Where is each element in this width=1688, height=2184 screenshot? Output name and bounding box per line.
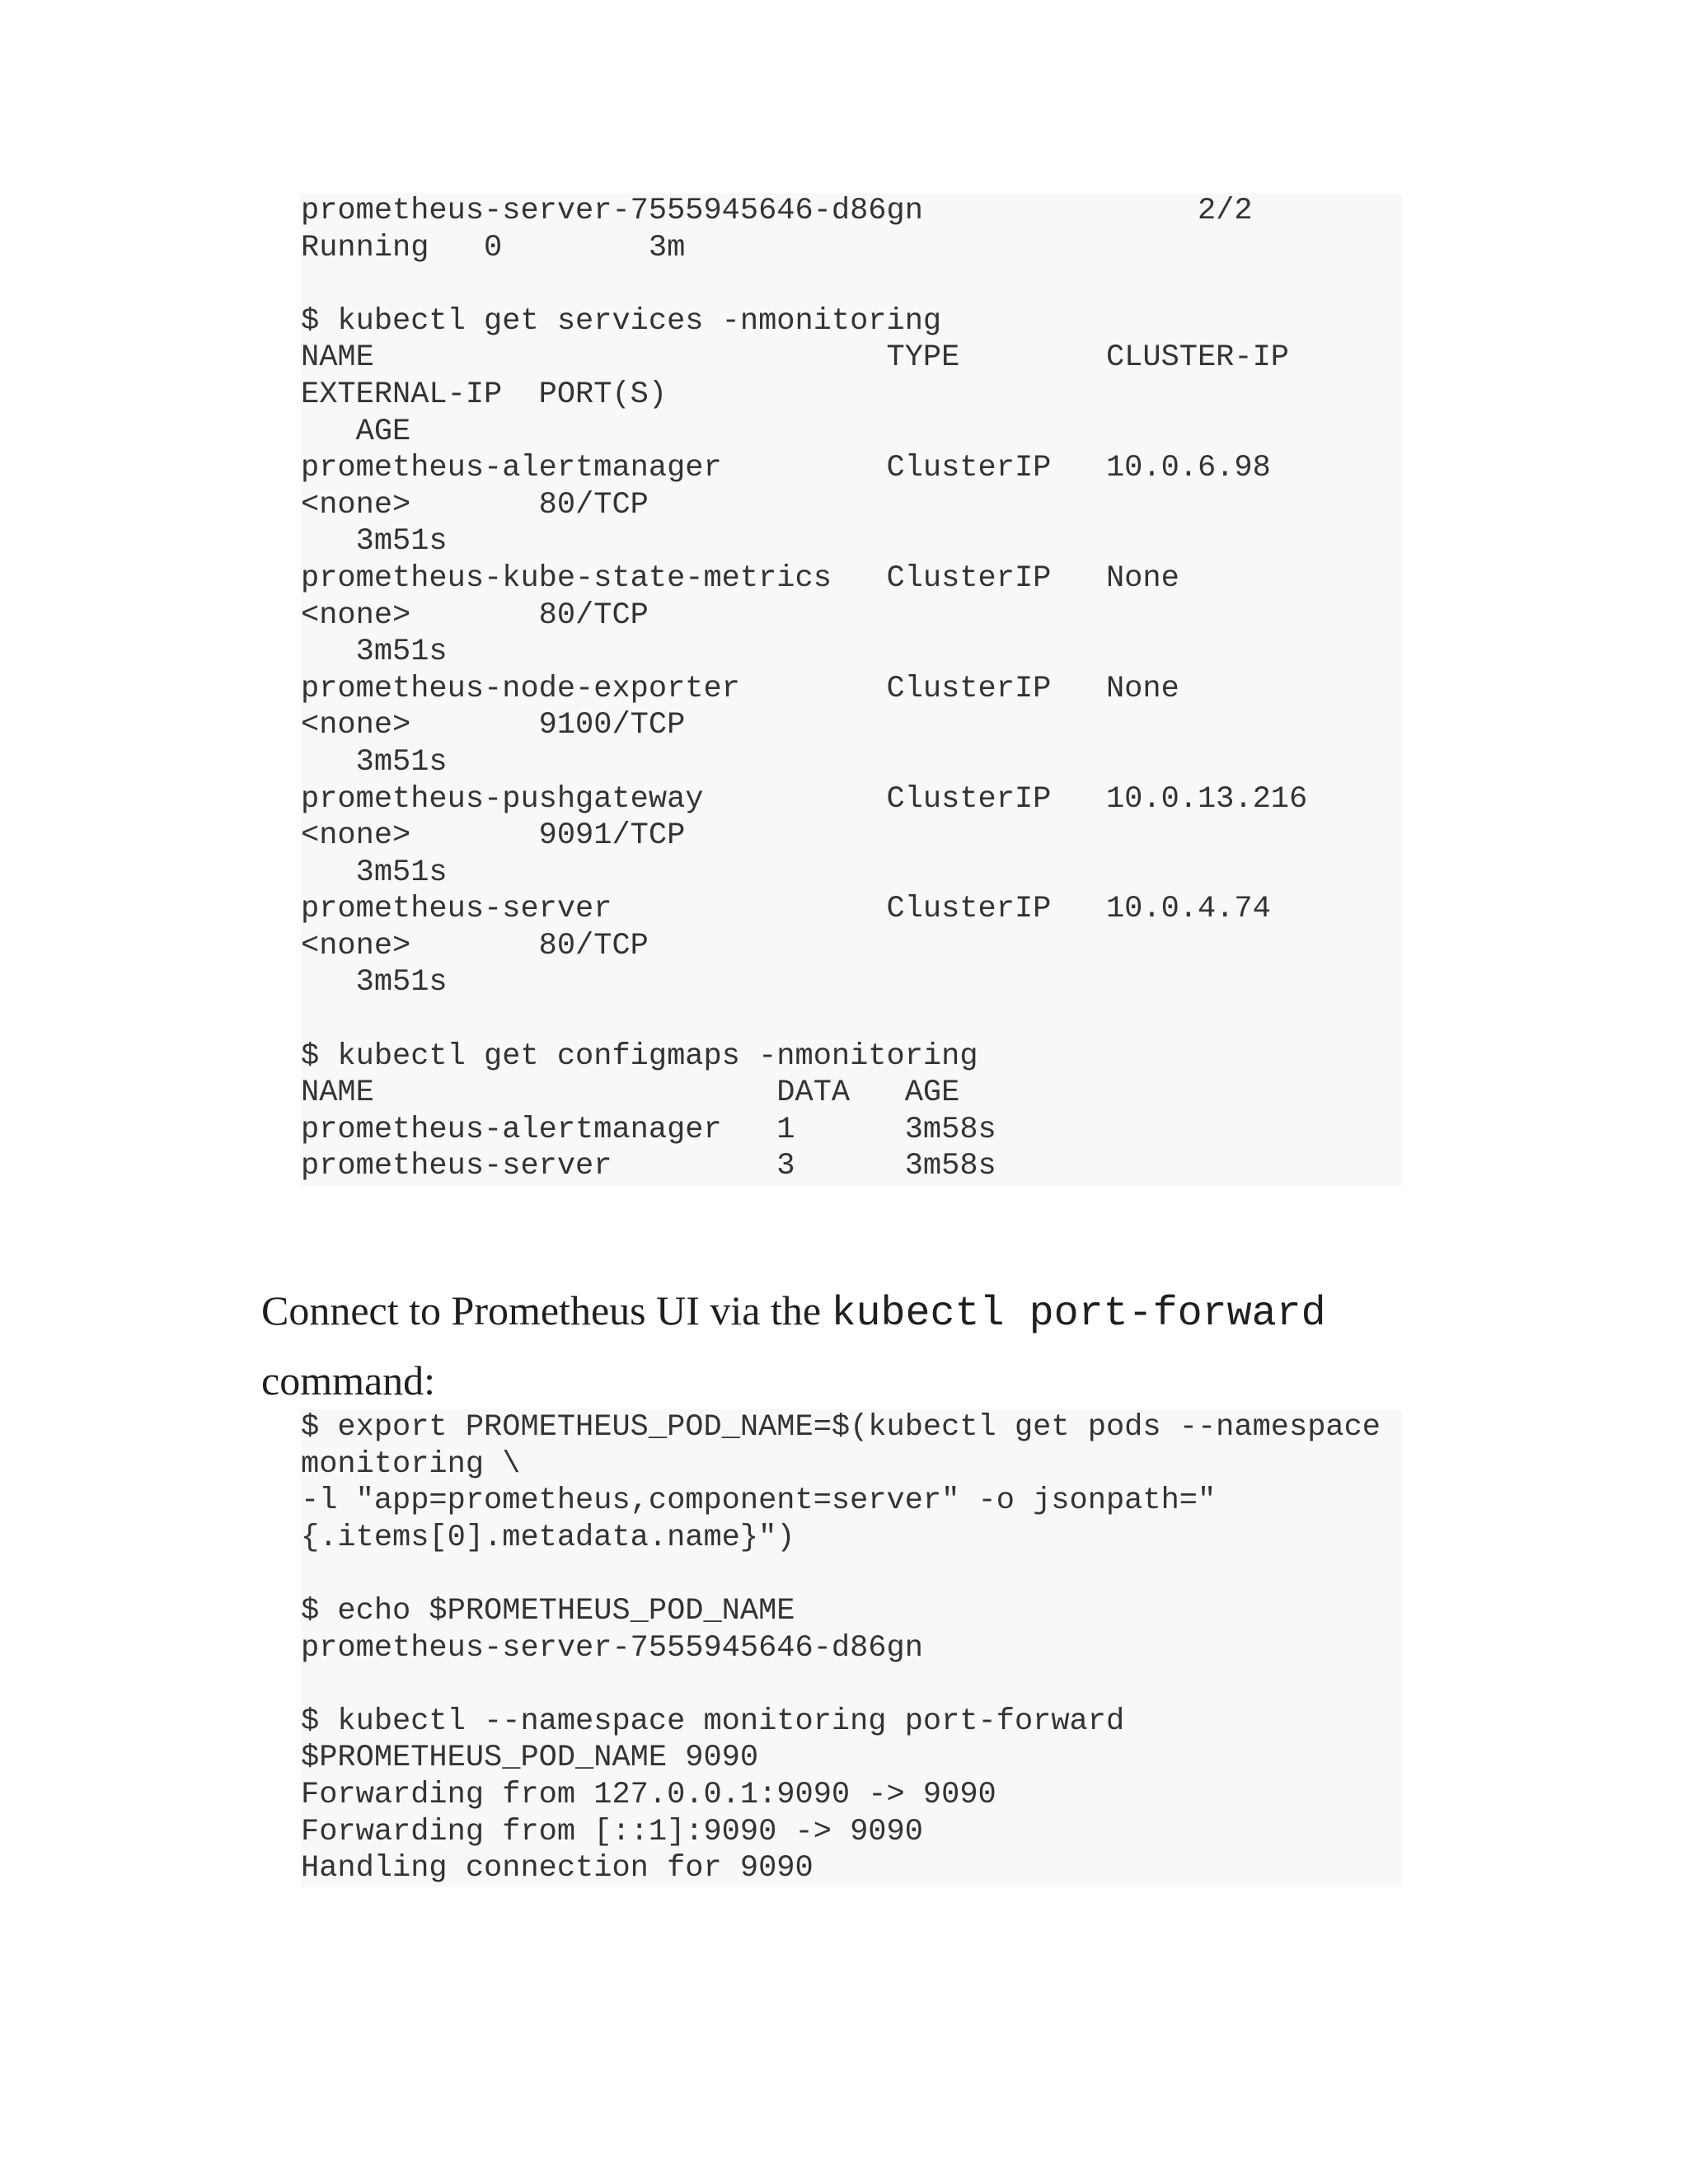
code-line: <none> 80/TCP	[301, 487, 649, 523]
code-line: prometheus-server 3 3m58s	[301, 1149, 996, 1184]
code-line: 3m51s	[301, 635, 448, 670]
code-line: AGE	[301, 414, 411, 449]
code-line: Forwarding from [::1]:9090 -> 9090	[301, 1814, 923, 1849]
code-line: Handling connection for 9090	[301, 1851, 814, 1886]
code-line: monitoring \	[301, 1446, 521, 1482]
code-line: <none> 9091/TCP	[301, 818, 686, 854]
code-line	[301, 1666, 1402, 1704]
code-line: 3m51s	[301, 965, 448, 1001]
code-line: $ kubectl --namespace monitoring port-forward	[301, 1704, 1125, 1739]
code-line: prometheus-server-7555945646-d86gn	[301, 1630, 923, 1666]
code-line: <none> 9100/TCP	[301, 708, 686, 743]
code-line	[301, 1001, 1402, 1038]
code-line: prometheus-pushgateway ClusterIP 10.0.13.216	[301, 781, 1308, 817]
code-line: prometheus-alertmanager ClusterIP 10.0.6.98	[301, 451, 1271, 486]
code-line: 3m51s	[301, 524, 448, 560]
code-line: Running 0 3m	[301, 230, 686, 265]
code-line: $ kubectl get services -nmonitoring	[301, 303, 942, 339]
code-line: NAME DATA AGE	[301, 1076, 960, 1111]
code-line: $ export PROMETHEUS_POD_NAME=$(kubectl get pods --namespace	[301, 1410, 1381, 1445]
code-line	[301, 1556, 1402, 1593]
code-line: prometheus-server ClusterIP 10.0.4.74	[301, 892, 1271, 927]
code-line: prometheus-server-7555945646-d86gn 2/2	[301, 194, 1253, 228]
code-line: prometheus-alertmanager 1 3m58s	[301, 1112, 996, 1147]
code-block-port-forward	[301, 1409, 1402, 1887]
code-line: $PROMETHEUS_POD_NAME 9090	[301, 1741, 759, 1776]
code-line: prometheus-node-exporter ClusterIP None	[301, 671, 1179, 706]
code-block-kubectl-output	[301, 193, 1402, 1186]
code-line: prometheus-kube-state-metrics ClusterIP None	[301, 560, 1179, 596]
code-line: -l "app=prometheus,component=server" -o jsonpath="	[301, 1483, 1217, 1519]
code-line: <none> 80/TCP	[301, 598, 649, 633]
code-line: EXTERNAL-IP PORT(S)	[301, 377, 668, 412]
paragraph-text-after: command:	[261, 1357, 436, 1404]
code-line	[301, 266, 1402, 303]
inline-code-port-forward: kubectl port-forward	[831, 1291, 1326, 1338]
code-line: NAME TYPE CLUSTER-IP	[301, 340, 1289, 376]
code-line: $ kubectl get configmaps -nmonitoring	[301, 1038, 978, 1074]
code-line: $ echo $PROMETHEUS_POD_NAME	[301, 1593, 795, 1629]
code-line: Forwarding from 127.0.0.1:9090 -> 9090	[301, 1777, 996, 1812]
code-line: 3m51s	[301, 744, 448, 780]
code-line: 3m51s	[301, 855, 448, 890]
code-line: {.items[0].metadata.name}")	[301, 1520, 795, 1555]
code-line: <none> 80/TCP	[301, 928, 649, 963]
port-forward-paragraph	[261, 1277, 1415, 1413]
paragraph-text-before: Connect to Prometheus UI via the	[261, 1287, 832, 1333]
